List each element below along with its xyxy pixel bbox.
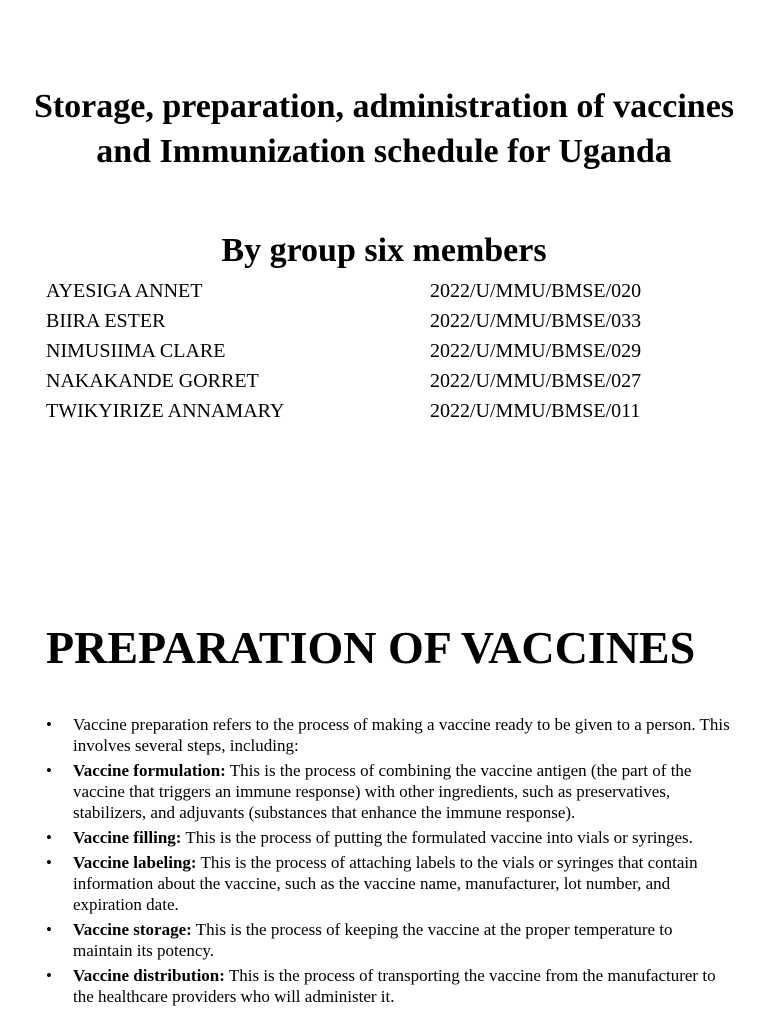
member-row [46,278,726,308]
bullet-term: Vaccine distribution: [73,966,225,985]
bullet-item [46,852,736,915]
member-reg-number: 2022/U/MMU/BMSE/011 [430,400,641,422]
section-title: PREPARATION OF VACCINES [46,622,696,673]
bullet-term: Vaccine filling: [73,828,182,847]
bullet-text: This is the process of attaching labels to the vials or syringes that contain information about the vaccine, such as the vaccine name, manufacturer, lot number, and expiration date. [73,853,698,914]
bullet-icon: • [46,920,52,939]
presentation-title: Storage, preparation, administration of vaccines and Immunization schedule for Uganda [33,88,735,170]
bullet-icon: • [46,715,52,734]
member-list [46,278,726,428]
bullet-item [46,827,736,848]
member-name: BIIRA ESTER [46,310,166,332]
bullet-term: Vaccine labeling: [73,853,197,872]
member-name: NAKAKANDE GORRET [46,370,259,392]
bullet-text: This is the process of putting the formulated vaccine into vials or syringes. [181,828,693,847]
bullet-text: This is the process of combining the vaccine antigen (the part of the vaccine that triggers an immune response) with other ingredients, such as preservatives, stabilizers, and adjuvants (substances that enhance the immune response). [73,761,692,822]
presentation-subtitle: By group six members [221,232,547,269]
bullet-term: Vaccine formulation: [73,761,226,780]
bullet-icon: • [46,761,52,780]
member-row [46,368,726,398]
bullet-item [46,714,736,756]
member-reg-number: 2022/U/MMU/BMSE/027 [430,370,642,392]
bullet-icon: • [46,853,52,872]
member-row [46,398,726,428]
member-reg-number: 2022/U/MMU/BMSE/033 [430,310,642,332]
bullet-item [46,919,736,961]
member-row [46,308,726,338]
bullet-icon: • [46,828,52,847]
member-name: AYESIGA ANNET [46,280,203,302]
bullet-text: This is the process of keeping the vaccine at the proper temperature to maintain its potency. [73,920,673,960]
bullet-text: Vaccine preparation refers to the process of making a vaccine ready to be given to a person. This involves several steps, including: [73,715,730,755]
member-name: NIMUSIIMA CLARE [46,340,226,362]
member-reg-number: 2022/U/MMU/BMSE/029 [430,340,642,362]
member-reg-number: 2022/U/MMU/BMSE/020 [430,280,642,302]
bullet-item [46,965,736,1007]
bullet-text: This is the process of transporting the vaccine from the manufacturer to the healthcare providers who will administer it. [73,966,716,1006]
bullet-list [46,714,736,1011]
bullet-term: Vaccine storage: [73,920,192,939]
bullet-icon: • [46,966,52,985]
member-name: TWIKYIRIZE ANNAMARY [46,400,285,422]
member-row [46,338,726,368]
bullet-item [46,760,736,823]
